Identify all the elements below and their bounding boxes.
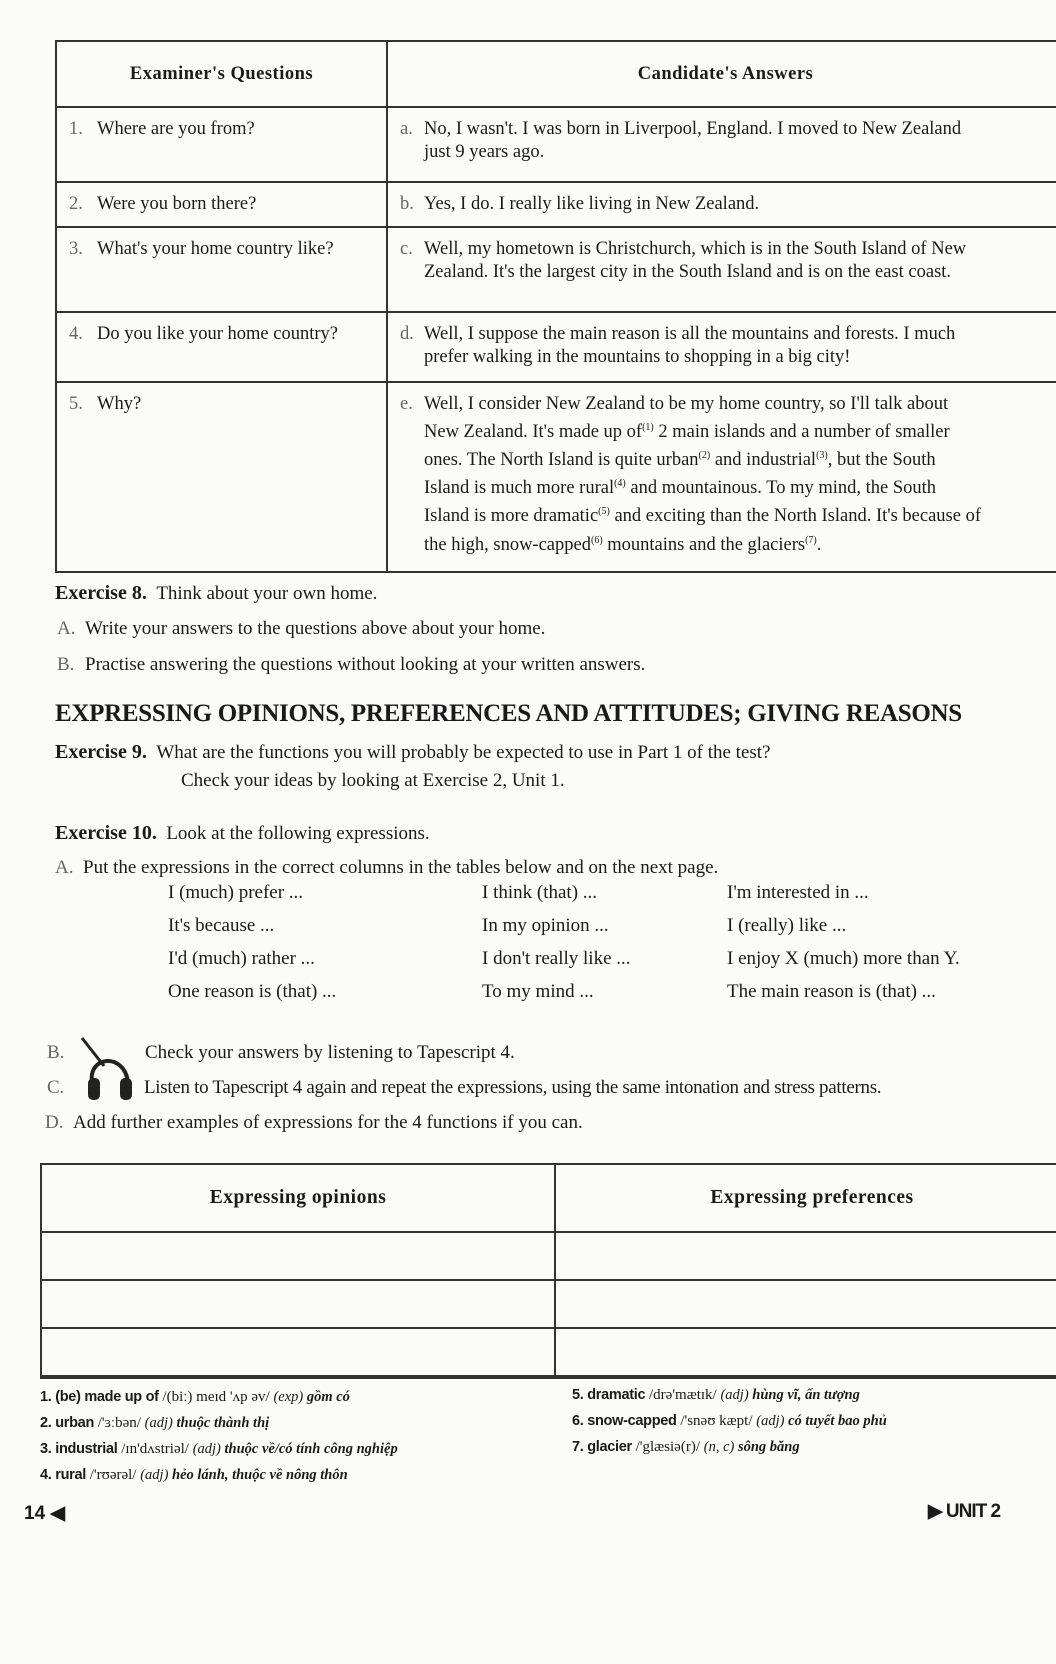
- blank-cell[interactable]: [555, 1232, 1056, 1280]
- table-row: [56, 312, 1056, 382]
- header-examiner-questions: Examiner's Questions: [56, 41, 387, 107]
- question-number: 3.: [69, 239, 83, 259]
- answer-table: [40, 1163, 1056, 1379]
- exercise-10-d: D. Add further examples of expressions for the 4 functions if you can.: [45, 1112, 583, 1133]
- footnote-item: 4. rural /'rʊərəl/ (adj) hẻo lánh, thuộc về nông thôn: [40, 1467, 348, 1483]
- expression-item: I'm interested in ...: [727, 882, 869, 903]
- question-number: 2.: [69, 194, 83, 214]
- footnote-item: 5. dramatic /drə'mætɪk/ (adj) hùng vĩ, ấn tượng: [572, 1387, 860, 1403]
- table-row: [56, 182, 1056, 227]
- blank-cell[interactable]: [555, 1328, 1056, 1377]
- expression-item: In my opinion ...: [482, 915, 609, 936]
- table-row: [56, 107, 1056, 182]
- blank-cell[interactable]: [41, 1280, 555, 1328]
- expression-item: I (really) like ...: [727, 915, 847, 936]
- qa-table: [55, 40, 1056, 573]
- footnote-item: 2. urban /'ɜːbən/ (adj) thuộc thành thị: [40, 1415, 270, 1431]
- question: What's your home country like?: [97, 239, 334, 259]
- answer: Well, I consider New Zealand to be my home country, so I'll talk about New Zealand. It's made up $of^{(1)}$ 2 main islands and a number of smaller ones. The North Island is quite urban$^{(2)}$ and industrial$^{(3)}$, but the South Island is much more rural$^{(4)}$ and mountainous. To my mind, the South Island is more dramatic$^{(5)}$ and exciting than the North Island. It's because of the high, snow-capped$^{(6)}$ mountains and the glaciers$^{(7)}$.: [424, 394, 981, 555]
- exercise-instruction: Think about your own home.: [156, 583, 378, 604]
- expression-item: I'd (much) rather ...: [168, 948, 315, 969]
- answer: No, I wasn't. I was born in Liverpool, England. I moved to New Zealand just 9 years ago.: [424, 119, 962, 162]
- exercise-8-a: A. Write your answers to the questions above about your home.: [57, 618, 546, 639]
- exercise-label: Exercise 8.: [55, 582, 147, 604]
- table-row: [56, 382, 1056, 572]
- answer: Yes, I do. I really like living in New Zealand.: [424, 194, 760, 214]
- question: Where are you from?: [97, 119, 255, 139]
- exercise-10-a: A. Put the expressions in the correct columns in the tables below and on the next page.: [55, 857, 719, 878]
- expression-item: I enjoy X (much) more than Y.: [727, 948, 960, 969]
- unit-label: ▶ UNIT 2: [928, 1501, 1001, 1522]
- expression-item: The main reason is (that) ...: [727, 981, 936, 1002]
- answer-letter: a.: [400, 119, 413, 139]
- expression-item: I (much) prefer ...: [168, 882, 304, 903]
- header-expressing-preferences: Expressing preferences: [555, 1164, 1056, 1232]
- question-number: 1.: [69, 119, 83, 139]
- table-row: [56, 227, 1056, 312]
- blank-cell[interactable]: [41, 1328, 555, 1377]
- footnote-item: 3. industrial /ɪn'dʌstriəl/ (adj) thuộc về/có tính công nghiệp: [40, 1441, 398, 1457]
- footnote-item: 1. (be) made up of /(biː) meɪd 'ʌp əv/ (exp) gồm có: [40, 1389, 350, 1405]
- answer-letter: d.: [400, 324, 414, 344]
- question: Why?: [97, 394, 142, 414]
- answer-letter: c.: [400, 239, 413, 259]
- page-number: 14 ◀: [24, 1503, 66, 1524]
- answer: Well, I suppose the main reason is all the mountains and forests. I much prefer walking in the mountains to shopping in a big city!: [424, 324, 956, 367]
- section-heading: EXPRESSING OPINIONS, PREFERENCES AND ATTITUDES; GIVING REASONS: [55, 700, 962, 727]
- question: Were you born there?: [97, 194, 257, 214]
- exercise-8: [55, 582, 377, 605]
- footnote-item: 6. snow-capped /'snəʊ kæpt/ (adj) có tuyết bao phủ: [572, 1413, 887, 1429]
- exercise-10-b: B. Check your answers by listening to Tapescript 4.: [47, 1042, 515, 1063]
- header-candidate-answers: Candidate's Answers: [387, 41, 1056, 107]
- exercise-9-line2: Check your ideas by looking at Exercise 2, Unit 1.: [181, 770, 565, 791]
- expression-item: To my mind ...: [482, 981, 594, 1002]
- question-number: 4.: [69, 324, 83, 344]
- expression-item: I think (that) ...: [482, 882, 598, 903]
- expression-item: It's because ...: [168, 915, 275, 936]
- blank-cell[interactable]: [555, 1280, 1056, 1328]
- exercise-10: Exercise 10. Look at the following expressions.: [55, 822, 430, 844]
- answer-letter: b.: [400, 194, 414, 214]
- header-expressing-opinions: Expressing opinions: [41, 1164, 555, 1232]
- expression-item: I don't really like ...: [482, 948, 631, 969]
- question-number: 5.: [69, 394, 83, 414]
- footnote-item: 7. glacier /'glæsiə(r)/ (n, c) sông băng: [572, 1439, 800, 1455]
- exercise-9: Exercise 9. What are the functions you will probably be expected to use in Part 1 of the test?: [55, 741, 771, 763]
- expression-item: One reason is (that) ...: [168, 981, 337, 1002]
- exercise-10-c: C. Listen to Tapescript 4 again and repeat the expressions, using the same intonation and stress patterns.: [47, 1077, 882, 1098]
- blank-cell[interactable]: [41, 1232, 555, 1280]
- answer: Well, my hometown is Christchurch, which is in the South Island of New Zealand. It's the largest city in the South Island and is on the east coast.: [424, 239, 967, 282]
- answer-letter: e.: [400, 394, 413, 414]
- question: Do you like your home country?: [97, 324, 338, 344]
- exercise-8-b: B. Practise answering the questions without looking at your written answers.: [57, 654, 646, 675]
